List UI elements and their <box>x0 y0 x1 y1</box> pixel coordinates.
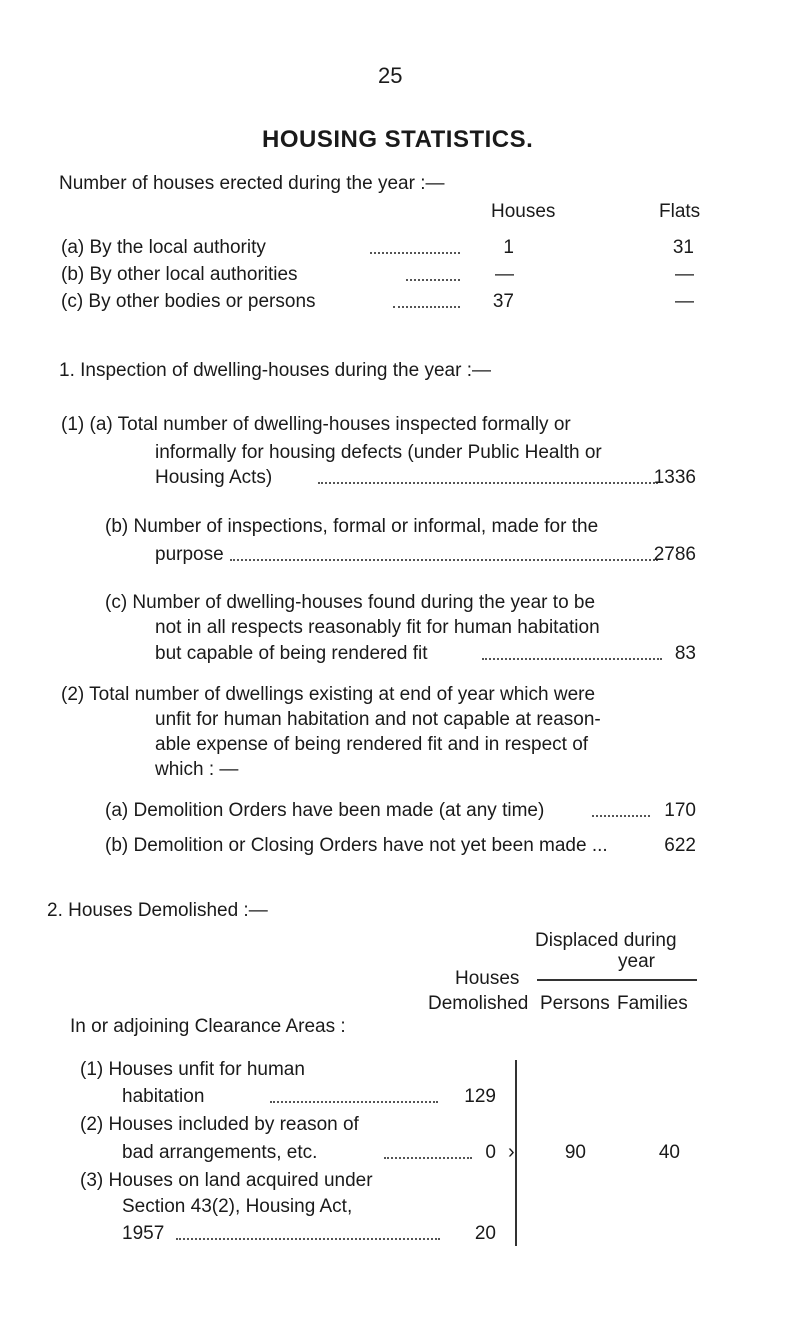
demolished-col-displaced: Displaced during <box>535 930 677 951</box>
item-text-line: which : — <box>155 759 239 780</box>
item-value: 2786 <box>653 544 696 565</box>
erected-row-label: (c) By other bodies or persons <box>61 291 316 312</box>
item-value: 1336 <box>653 467 696 488</box>
header-rule <box>537 979 697 981</box>
leader-dots <box>393 306 460 308</box>
erected-col-houses: Houses <box>491 201 556 222</box>
item-text-line: (c) Number of dwelling-houses found during the year to be <box>105 592 596 613</box>
erected-row-flats: 31 <box>672 237 694 258</box>
row-text-line: (1) Houses unfit for human <box>80 1059 305 1080</box>
persons-value: 90 <box>564 1142 586 1163</box>
item-text-line: purpose <box>155 544 224 565</box>
row-text-line: (3) Houses on land acquired under <box>80 1170 373 1191</box>
families-value: 40 <box>658 1142 680 1163</box>
erected-row-houses: 1 <box>503 237 514 258</box>
item-text-line: (b) Demolition or Closing Orders have not yet been made ... <box>105 835 608 856</box>
erected-row-houses: — <box>495 264 514 285</box>
leader-dots <box>592 815 650 817</box>
demolished-col-families: Families <box>617 993 688 1014</box>
demolished-col-houses: Houses <box>455 968 520 989</box>
erected-intro: Number of houses erected during the year :— <box>59 173 445 194</box>
page-number: 25 <box>378 63 403 88</box>
item-value: 170 <box>664 800 696 821</box>
demolished-col-demolished: Demolished <box>428 993 529 1014</box>
item-text-line: (1) (a) Total number of dwelling-houses inspected formally or <box>61 414 571 435</box>
erected-row-flats: — <box>675 264 694 285</box>
inspection-heading: 1. Inspection of dwelling-houses during the year :— <box>59 360 491 381</box>
row-text-line: 1957 <box>122 1223 165 1244</box>
erected-row-label: (b) By other local authorities <box>61 264 298 285</box>
item-text-line: Housing Acts) <box>155 467 273 488</box>
item-text-line: not in all respects reasonably fit for human habitation <box>155 617 600 638</box>
item-text-line: able expense of being rendered fit and in respect of <box>155 734 589 755</box>
row-value: 0 <box>485 1142 496 1163</box>
row-value: 20 <box>474 1223 496 1244</box>
leader-dots <box>406 279 460 281</box>
demolished-col-year: year <box>618 951 655 972</box>
row-text-line: Section 43(2), Housing Act, <box>122 1196 353 1217</box>
erected-row-houses: 37 <box>492 291 514 312</box>
leader-dots <box>176 1238 440 1240</box>
grouping-brace <box>515 1060 517 1246</box>
demolished-col-persons: Persons <box>540 993 610 1014</box>
leader-dots <box>318 482 658 484</box>
erected-row-flats: — <box>675 291 694 312</box>
leader-dots <box>370 252 460 254</box>
brace-tip: › <box>508 1141 515 1163</box>
leader-dots <box>482 658 662 660</box>
item-text-line: (b) Number of inspections, formal or informal, made for the <box>105 516 599 537</box>
leader-dots <box>230 559 658 561</box>
item-value: 622 <box>664 835 696 856</box>
demolished-heading: 2. Houses Demolished :— <box>47 900 268 921</box>
item-text-line: (2) Total number of dwellings existing at end of year which were <box>61 684 596 705</box>
leader-dots <box>270 1101 438 1103</box>
item-text-line: (a) Demolition Orders have been made (at any time) <box>105 800 545 821</box>
item-value: 83 <box>674 643 696 664</box>
demolished-subheading: In or adjoining Clearance Areas : <box>70 1016 346 1037</box>
row-value: 129 <box>464 1086 496 1107</box>
row-text-line: (2) Houses included by reason of <box>80 1114 359 1135</box>
erected-row-label: (a) By the local authority <box>61 237 266 258</box>
erected-col-flats: Flats <box>659 201 701 222</box>
item-text-line: but capable of being rendered fit <box>155 643 428 664</box>
page-title: HOUSING STATISTICS. <box>262 126 534 153</box>
item-text-line: informally for housing defects (under Public Health or <box>155 442 602 463</box>
item-text-line: unfit for human habitation and not capable at reason- <box>155 709 601 730</box>
row-text-line: bad arrangements, etc. <box>122 1142 318 1163</box>
row-text-line: habitation <box>122 1086 205 1107</box>
